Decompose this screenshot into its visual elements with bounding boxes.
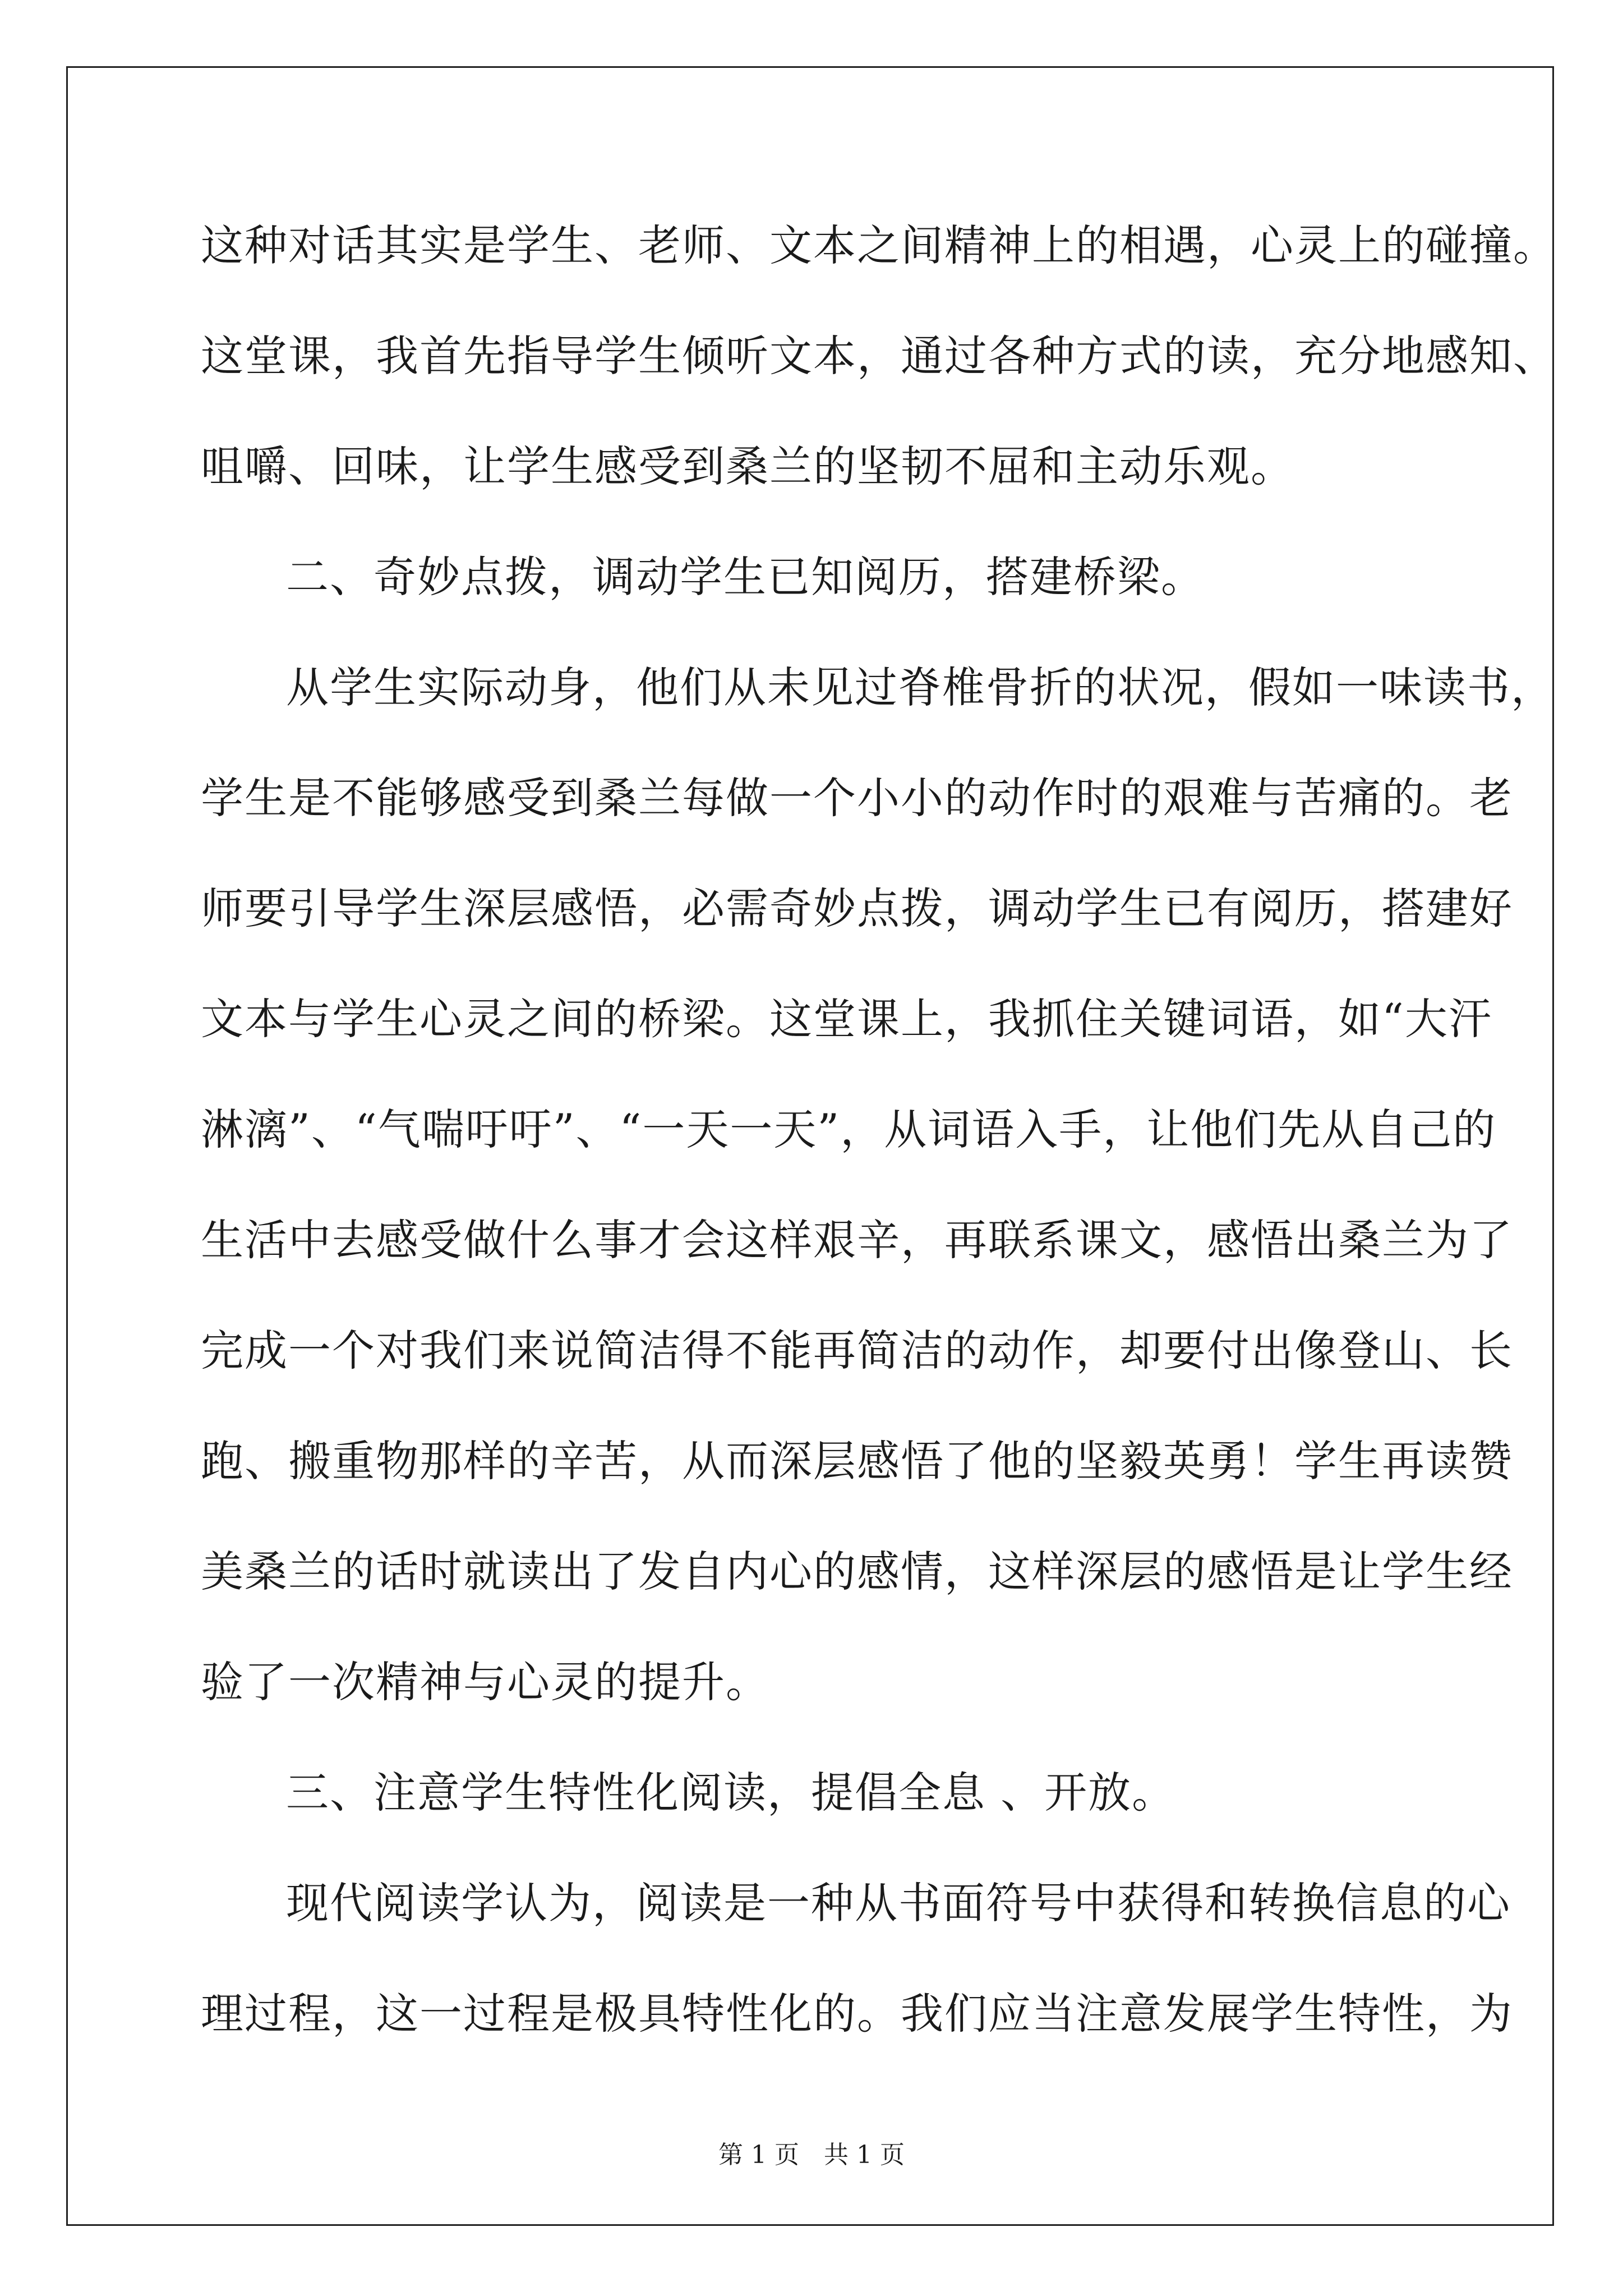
text-line: 理过程，这一过程是极具特性化的。我们应当注意发展学生特性，为: [201, 1989, 1513, 2039]
section-heading: 二、奇妙点拨，调动学生已知阅历，搭建桥梁。: [286, 552, 1205, 602]
text-line: 这种对话其实是学生、老师、文本之间精神上的相遇，心灵上的碰撞。: [201, 220, 1557, 270]
section-heading: 三、注意学生特性化阅读，提倡全息 、开放。: [286, 1768, 1176, 1818]
page-number-label: 第 1 页 共 1 页: [718, 2141, 905, 2169]
text-line: 淋漓”、“气喘吁吁”、“一天一天”，从词语入手，让他们先从自己的: [201, 1105, 1497, 1154]
text-line: 生活中去感受做什么事才会这样艰辛，再联系课文，感悟出桑兰为了: [201, 1215, 1513, 1265]
text-line: 美桑兰的话时就读出了发自内心的感情，这样深层的感悟是让学生经: [201, 1547, 1513, 1596]
document-body: [201, 204, 1557, 2082]
text-line: 这堂课，我首先指导学生倾听文本，通过各种方式的读，充分地感知、: [201, 331, 1557, 381]
page-footer: [0, 2138, 1623, 2172]
text-line: 完成一个对我们来说简洁得不能再简洁的动作，却要付出像登山、长: [201, 1326, 1513, 1375]
text-line: 师要引导学生深层感悟，必需奇妙点拨，调动学生已有阅历，搭建好: [201, 884, 1513, 933]
paragraph-start: 现代阅读学认为，阅读是一种从书面符号中获得和转换信息的心: [286, 1878, 1511, 1928]
paragraph-start: 从学生实际动身，他们从未见过脊椎骨折的状况，假如一味读书，: [286, 662, 1555, 712]
text-line: 跑、搬重物那样的辛苦，从而深层感悟了他的坚毅英勇！学生再读赞: [201, 1436, 1513, 1486]
text-line: 学生是不能够感受到桑兰每做一个小小的动作时的艰难与苦痛的。老: [201, 773, 1513, 823]
text-line: 文本与学生心灵之间的桥梁。这堂课上，我抓住关键词语，如“大汗: [201, 994, 1492, 1044]
text-line: 验了一次精神与心灵的提升。: [201, 1657, 769, 1707]
text-line: 咀嚼、回味，让学生感受到桑兰的坚韧不屈和主动乐观。: [201, 441, 1294, 491]
